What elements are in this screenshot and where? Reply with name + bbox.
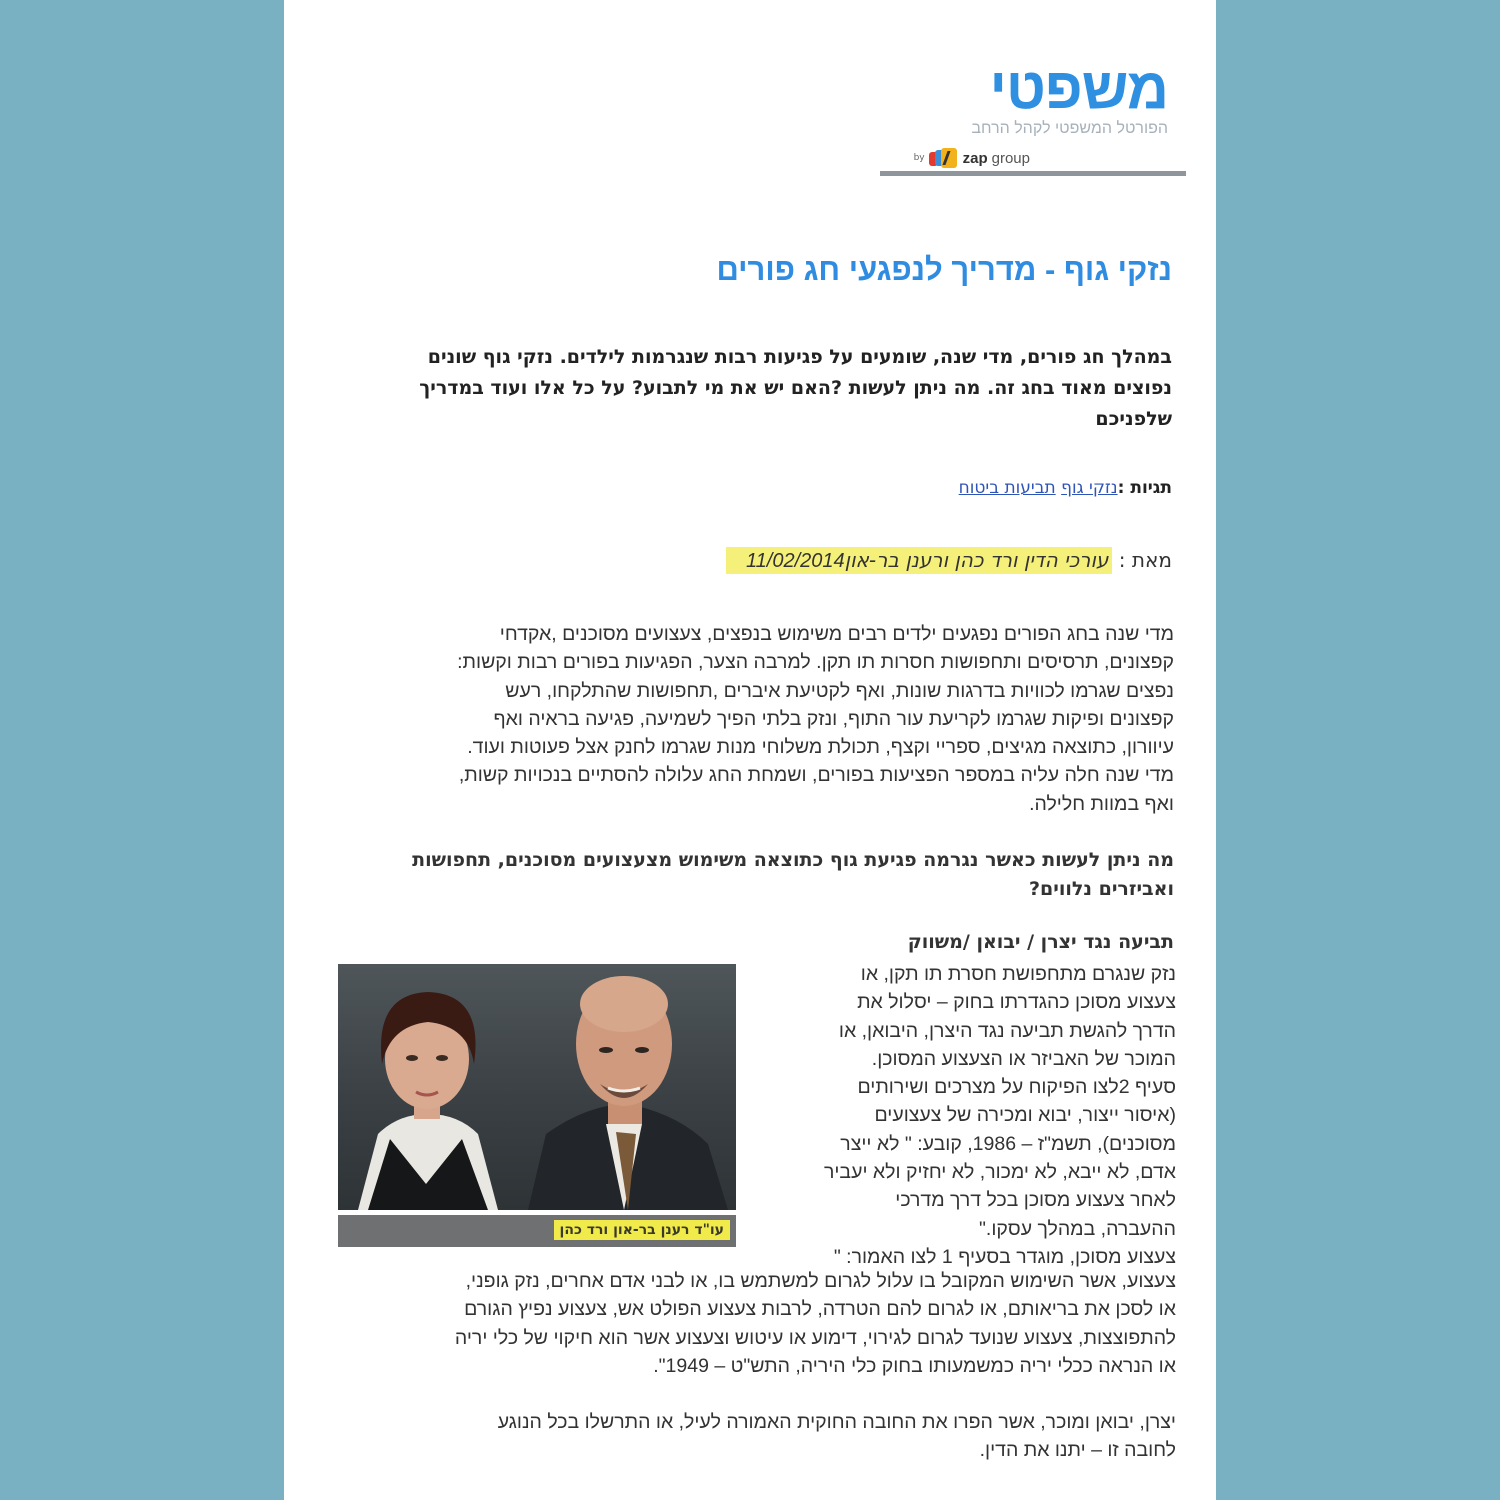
intro-line: קפצונים ופיקות שגרמו לקריעת עור התוף, ונזק בלתי הפיך לשמיעה, פגיעה בראיה ואף bbox=[493, 707, 1174, 730]
intro-line: מדי שנה חלה עליה במספר הפציעות בפורים, ושמחת החג עלולה להסתיים בנכויות קשות, bbox=[458, 764, 1174, 787]
author-highlight bbox=[726, 547, 1112, 574]
tags-row bbox=[959, 478, 1172, 498]
from-label: מאת : bbox=[1118, 548, 1172, 572]
definition-line: צעצוע, אשר השימוש המקובל בו עלול לגרום למשתמש בו, או לבני אדם אחרים, נזק גופני, bbox=[465, 1270, 1176, 1292]
definition-paragraph bbox=[328, 1267, 1176, 1380]
column-line: מסוכנים), תשמ"ז – 1986, קובע: " לא ייצר bbox=[840, 1132, 1176, 1155]
question-heading: מה ניתן לעשות כאשר נגרמה פגיעת גוף כתוצאה משימוש מצעצועים מסוכנים, תחפושות ואביזרים נלווים? bbox=[412, 849, 1174, 900]
photo-caption: עו"ד רענן בר-און ורד כהן bbox=[554, 1220, 730, 1240]
section-subheading: תביעה נגד יצרן / יבואן /משווק bbox=[907, 931, 1174, 953]
column-line: לאחר צעצוע מסוכן בכל דרך מדרכי bbox=[895, 1189, 1176, 1212]
publish-date: 11/02/2014 bbox=[746, 550, 845, 572]
logo-tagline: הפורטל המשפטי לקהל הרחב bbox=[971, 120, 1168, 137]
column-line: סעיף 2לצו הפיקוח על מצרכים ושירותים bbox=[857, 1076, 1176, 1099]
closing-line: יצרן, יבואן ומוכר, אשר הפרו את החובה החוקית האמורה לעיל, או התרשלו בכל הנוגע bbox=[497, 1411, 1176, 1433]
logo-text: משפטי bbox=[989, 56, 1168, 121]
definition-line: להתפוצצות, צעצוע שנועד לגרום לגירוי, דימוע או עיטוש וצעצוע אשר הוא חיקוי של כלי יריה bbox=[454, 1326, 1176, 1349]
column-line: צעצוע מסוכן, מוגדר בסעיף 1 לצו האמור: " bbox=[833, 1245, 1176, 1268]
column-line: אדם, לא ייבא, לא ימכור, לא יחזיק ולא יעביר bbox=[823, 1161, 1176, 1184]
logo-divider bbox=[880, 171, 1186, 176]
intro-paragraph bbox=[354, 620, 1174, 818]
zap-group-brand bbox=[914, 148, 1030, 168]
definition-line: או לסכן את בריאותם, או לגרום להם הטרדה, לרבות צעצוע הפולט אש, צעצוע נפיץ הגורם bbox=[464, 1298, 1176, 1321]
tag-link-insurance-claims[interactable]: תביעות ביטוח bbox=[958, 478, 1056, 498]
document-page bbox=[284, 0, 1216, 1500]
column-line: הדרך להגשת תביעה נגד היצרן, היבואן, או bbox=[838, 1019, 1176, 1042]
authors: עורכי הדין ורד כהן ורענן בר-און bbox=[844, 548, 1109, 572]
intro-line: מדי שנה בחג הפורים נפגעים ילדים רבים משימוש בנפצים, צעצועים מסוכנים ,אקדחי bbox=[499, 623, 1174, 645]
brand-bold: zap bbox=[962, 149, 988, 167]
brand-light: group bbox=[991, 149, 1030, 167]
column-line: נזק שנגרם מתחפושת חסרת תו תקן, או bbox=[860, 963, 1176, 985]
closing-line: לחובה זו – יתנו את הדין. bbox=[979, 1439, 1176, 1462]
intro-line: עיוורון, כתוצאה מגיצים, ספריי וקצף, תכולת משלוחי מנות שגרמו לחנק אצל פעוטות ועוד. bbox=[467, 736, 1174, 759]
column-line: ההעברה, במהלך עסקו." bbox=[979, 1217, 1176, 1240]
tag-link-body-injury[interactable]: נזקי גוף bbox=[1061, 478, 1118, 498]
column-line: (איסור ייצור, יבוא ומכירה של צעצועים bbox=[874, 1104, 1176, 1127]
column-line: המוכר של האביזר או הצעצוע המסוכן. bbox=[871, 1047, 1176, 1070]
site-logo[interactable] bbox=[868, 56, 1168, 138]
author-row bbox=[726, 548, 1172, 573]
definition-line: או הנראה ככלי יריה כמשמעותו בחוק כלי היריה, התש"ט – 1949". bbox=[653, 1354, 1176, 1377]
intro-line: נפצים שגרמו לכוויות בדרגות שונות, ואף לקטיעת איברים ,תחפושות שהתלקחו, רעש bbox=[505, 679, 1174, 702]
authors-photo bbox=[338, 964, 736, 1210]
article-lead: במהלך חג פורים, מדי שנה, שומעים על פגיעות רבות שנגרמות לילדים. נזקי גוף שונים נפוצים מאוד בחג זה. מה ניתן לעשות ?האם יש את מי לתבוע? על כל אלו ועוד במדריך שלפניכם bbox=[419, 346, 1172, 430]
closing-paragraph bbox=[328, 1408, 1176, 1465]
photo-caption-bar bbox=[338, 1215, 736, 1247]
column-line: צעצוע מסוכן כהגדרתו בחוק – יסלול את bbox=[857, 991, 1176, 1014]
intro-line: ואף במוות חלילה. bbox=[1029, 792, 1174, 815]
tags-label: תגיות : bbox=[1117, 478, 1172, 498]
article-title: נזקי גוף - מדריך לנפגעי חג פורים bbox=[716, 252, 1172, 287]
column-paragraph bbox=[764, 960, 1176, 1271]
zap-logo-icon bbox=[929, 148, 959, 168]
by-label: by bbox=[913, 153, 925, 163]
intro-line: קפצונים, תרסיסים ותחפושות חסרות תו תקן. למרבה הצער, הפגיעות בפורים רבות וקשות: bbox=[457, 651, 1174, 674]
